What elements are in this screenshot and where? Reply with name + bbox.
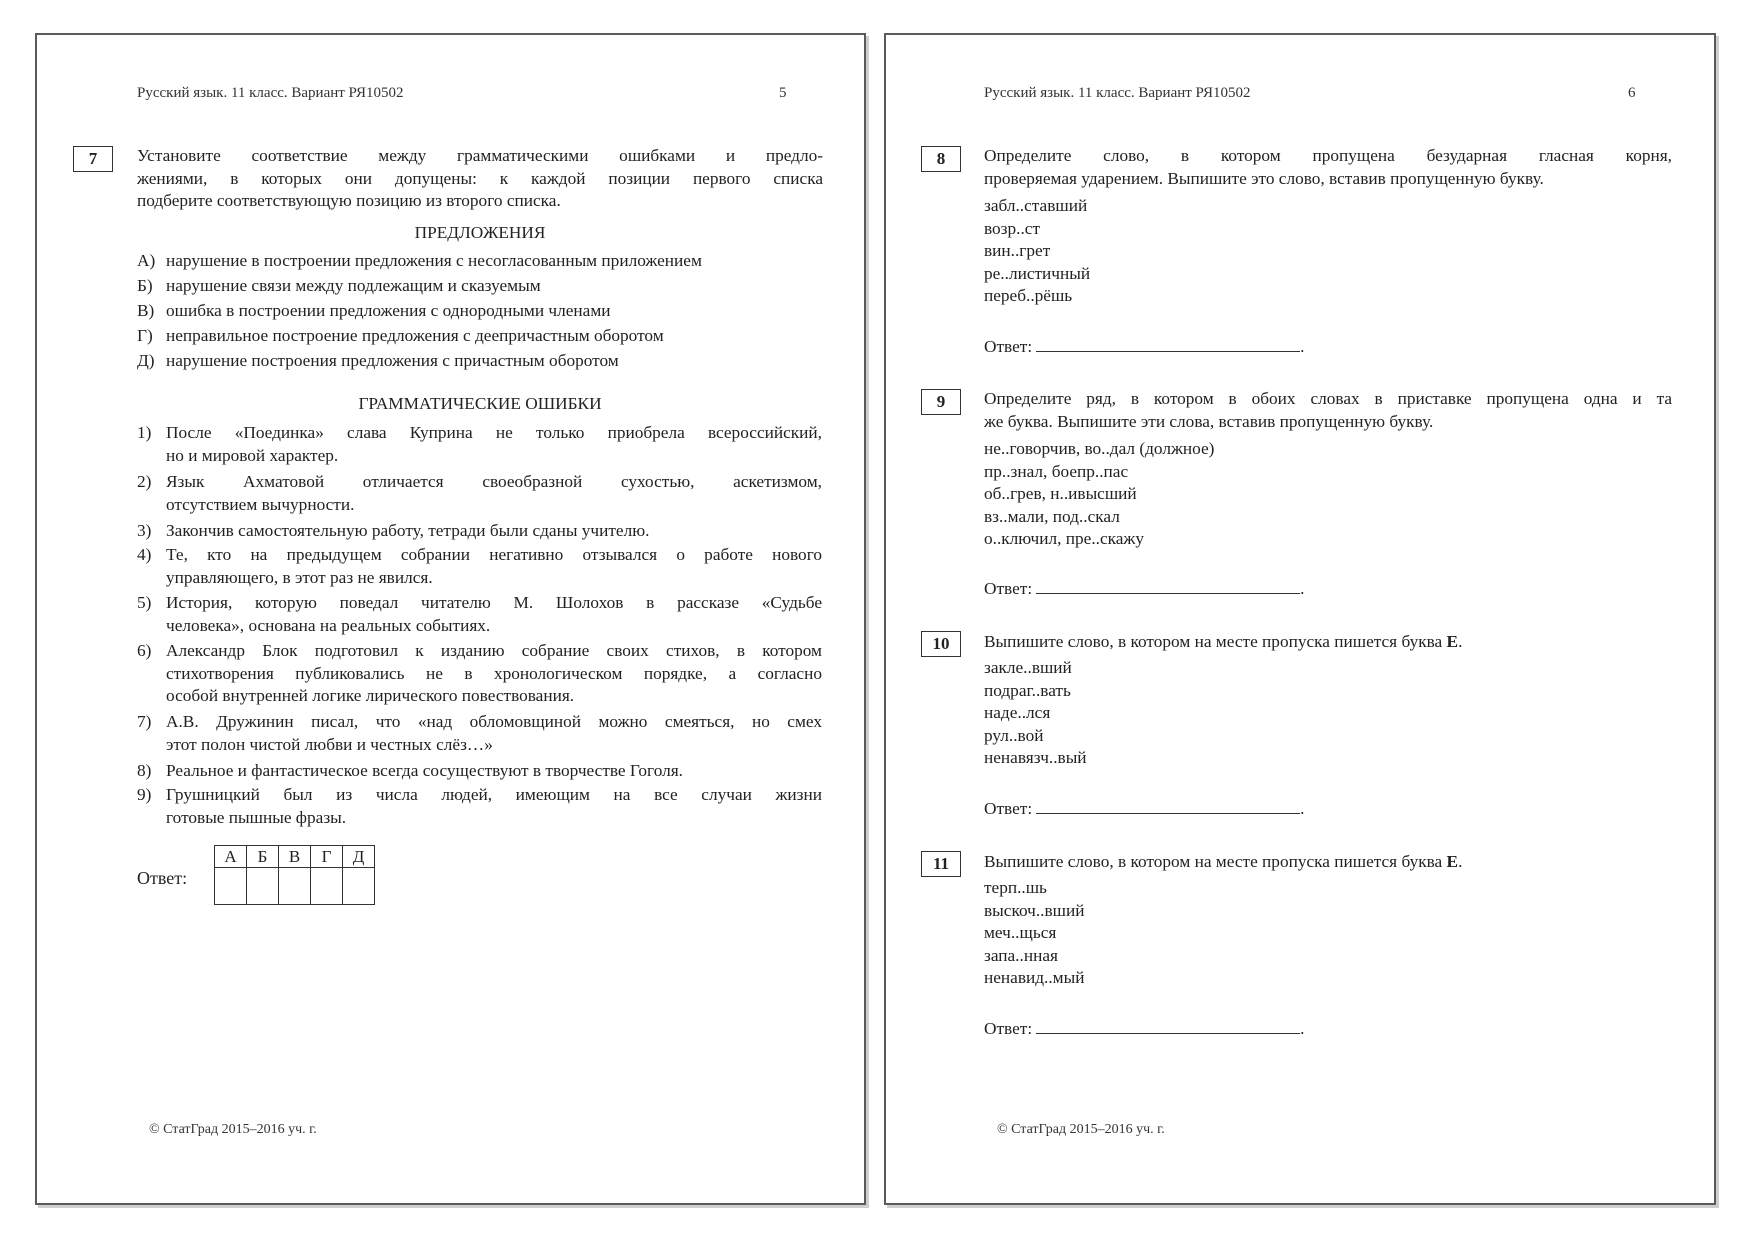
answer-label: Ответ: bbox=[984, 337, 1033, 356]
answer-row bbox=[984, 797, 1304, 819]
option-word: запа..нная bbox=[984, 945, 1058, 965]
option-word: возр..ст bbox=[984, 218, 1041, 238]
item-text bbox=[166, 784, 822, 829]
task-intro bbox=[137, 145, 823, 213]
item-text: нарушение в построении предложения с несогласованным приложением bbox=[166, 251, 702, 270]
option-word: забл..ставший bbox=[984, 196, 1088, 215]
page-left bbox=[35, 33, 866, 1205]
item-label: 1) bbox=[137, 423, 152, 442]
list-item bbox=[137, 592, 823, 638]
option-word: выскоч..вший bbox=[984, 900, 1085, 920]
answer-column-header: Г bbox=[311, 846, 343, 868]
item-text bbox=[166, 471, 822, 516]
list-item bbox=[137, 350, 823, 373]
item-line: готовые пышные фразы. bbox=[166, 807, 347, 827]
answer-cell[interactable] bbox=[311, 868, 343, 905]
option-word: об..грев, н..ивысший bbox=[984, 484, 1137, 503]
item-text bbox=[166, 592, 822, 637]
question-line: проверяемая ударением. Выпишите это слово, вставив пропущенную букву. bbox=[984, 168, 1544, 188]
question-suffix: . bbox=[1458, 632, 1463, 651]
page-number: 5 bbox=[779, 85, 787, 101]
item-label: 5) bbox=[137, 593, 152, 612]
item-line: Те, кто на предыдущем собрании негативно отзывался о работе нового bbox=[166, 545, 822, 564]
item-line: Язык Ахматовой отличается своеобразной сухостью, аскетизмом, bbox=[166, 472, 822, 491]
section-title-errors: ГРАММАТИЧЕСКИЕ ОШИБКИ bbox=[358, 394, 602, 413]
item-label: 8) bbox=[137, 761, 152, 780]
question-bold-letter: Е bbox=[1446, 852, 1459, 871]
item-label: 3) bbox=[137, 521, 152, 540]
option-word: вин..грет bbox=[984, 241, 1051, 260]
list-item bbox=[137, 711, 823, 757]
list-item bbox=[137, 325, 823, 348]
option-word: терп..шь bbox=[984, 878, 1047, 897]
option-word: о..ключил, пре..скажу bbox=[984, 529, 1145, 548]
answer-column-header: Б bbox=[247, 846, 279, 868]
answer-input-line[interactable] bbox=[1036, 797, 1300, 814]
answer-column-header: В bbox=[279, 846, 311, 868]
list-item bbox=[137, 760, 823, 783]
task-question bbox=[984, 851, 1672, 874]
option-list bbox=[984, 877, 1084, 990]
item-label: В) bbox=[137, 301, 155, 320]
item-text: неправильное построение предложения с деепричастным оборотом bbox=[166, 326, 664, 345]
list-item bbox=[137, 250, 823, 273]
intro-line: жениями, в которых они допущены: к каждой позиции первого списка bbox=[137, 168, 823, 188]
answer-cell[interactable] bbox=[279, 868, 311, 905]
page-footer: © СтатГрад 2015–2016 уч. г. bbox=[997, 1122, 1165, 1137]
answer-column-header: Д bbox=[343, 846, 375, 868]
list-item bbox=[137, 422, 823, 468]
item-line: отсутствием вычурности. bbox=[166, 494, 355, 514]
task-number-box: 8 bbox=[921, 146, 961, 172]
option-word: наде..лся bbox=[984, 703, 1051, 722]
item-line: А.В. Дружинин писал, что «над обломовщиной можно смеяться, но смех bbox=[166, 712, 822, 731]
item-label: Б) bbox=[137, 276, 153, 295]
question-line: Определите слово, в котором пропущена безударная гласная корня, bbox=[984, 146, 1672, 165]
list-item bbox=[137, 520, 823, 543]
question-text: Выпишите слово, в котором на месте пропуска пишется буква bbox=[984, 852, 1447, 871]
page-right bbox=[884, 33, 1716, 1205]
item-label: А) bbox=[137, 251, 156, 270]
task-number-box: 7 bbox=[73, 146, 113, 172]
task-number-box: 9 bbox=[921, 389, 961, 415]
item-label: Г) bbox=[137, 326, 153, 345]
item-label: 6) bbox=[137, 641, 152, 660]
option-list bbox=[984, 438, 1214, 551]
answer-label: Ответ: bbox=[984, 579, 1033, 598]
item-text bbox=[166, 520, 822, 543]
option-word: переб..рёшь bbox=[984, 286, 1073, 305]
question-text: Выпишите слово, в котором на месте пропуска пишется буква bbox=[984, 632, 1447, 651]
item-line: После «Поединка» слава Куприна не только приобрела всероссийский, bbox=[166, 423, 822, 442]
list-item bbox=[137, 784, 823, 830]
item-text bbox=[166, 711, 822, 756]
list-item bbox=[137, 300, 823, 323]
item-line: Реальное и фантастическое всегда сосуществуют в творчестве Гоголя. bbox=[166, 761, 683, 780]
answer-input-line[interactable] bbox=[1036, 577, 1300, 594]
answer-cell[interactable] bbox=[247, 868, 279, 905]
question-line: Определите ряд, в котором в обоих словах в приставке пропущена одна и та bbox=[984, 389, 1672, 408]
answer-row bbox=[984, 335, 1304, 357]
answer-row bbox=[984, 577, 1304, 599]
item-text bbox=[166, 422, 822, 467]
option-word: пр..знал, боепр..пас bbox=[984, 461, 1129, 481]
list-item bbox=[137, 275, 823, 298]
question-suffix: . bbox=[1458, 852, 1463, 871]
item-line: особой внутренней логике лирического повествования. bbox=[166, 686, 575, 705]
question-line: же буква. Выпишите эти слова, вставив пропущенную букву. bbox=[984, 411, 1434, 431]
answer-table[interactable] bbox=[214, 845, 375, 905]
answer-cell[interactable] bbox=[343, 868, 375, 905]
option-word: вз..мали, под..скал bbox=[984, 506, 1120, 526]
option-word: подраг..вать bbox=[984, 680, 1071, 700]
answer-input-line[interactable] bbox=[1036, 335, 1300, 352]
item-line: управляющего, в этот раз не явился. bbox=[166, 567, 433, 587]
option-word: ре..листичный bbox=[984, 263, 1091, 283]
item-line: Закончив самостоятельную работу, тетради были сданы учителю. bbox=[166, 521, 650, 540]
item-text bbox=[166, 544, 822, 589]
page-footer: © СтатГрад 2015–2016 уч. г. bbox=[149, 1122, 317, 1137]
page-number: 6 bbox=[1628, 85, 1636, 101]
option-word: закле..вший bbox=[984, 658, 1072, 677]
answer-label: Ответ: bbox=[984, 799, 1033, 818]
item-line: История, которую поведал читателю М. Шолохов в рассказе «Судьбе bbox=[166, 593, 822, 612]
task-question bbox=[984, 388, 1672, 433]
task-number-box: 10 bbox=[921, 631, 961, 657]
item-text: нарушение связи между подлежащим и сказуемым bbox=[166, 276, 541, 295]
item-label: Д) bbox=[137, 351, 155, 370]
question-bold-letter: Е bbox=[1446, 632, 1459, 651]
item-line: но и мировой характер. bbox=[166, 445, 339, 465]
answer-input-line[interactable] bbox=[1036, 1017, 1300, 1034]
item-line: Александр Блок подготовил к изданию собрание своих стихов, в котором bbox=[166, 641, 822, 660]
option-word: не..говорчив, во..дал (должное) bbox=[984, 439, 1215, 458]
answer-cell[interactable] bbox=[215, 868, 247, 905]
answer-label: Ответ: bbox=[984, 1019, 1033, 1038]
task-question bbox=[984, 145, 1672, 190]
item-line: Грушницкий был из числа людей, имеющим на все случаи жизни bbox=[166, 785, 822, 804]
option-word: ненавид..мый bbox=[984, 968, 1085, 987]
answer-label: Ответ: bbox=[137, 868, 188, 888]
intro-line: подберите соответствующую позицию из второго списка. bbox=[137, 191, 561, 210]
intro-line: Установите соответствие между грамматическими ошибками и предло- bbox=[137, 146, 823, 165]
option-list bbox=[984, 195, 1090, 308]
item-text bbox=[166, 760, 822, 783]
option-list bbox=[984, 657, 1087, 770]
option-word: рул..вой bbox=[984, 725, 1044, 745]
option-word: меч..щься bbox=[984, 923, 1057, 942]
answer-period: . bbox=[1300, 799, 1305, 818]
item-label: 4) bbox=[137, 545, 152, 564]
answer-period: . bbox=[1300, 579, 1305, 598]
item-text: ошибка в построении предложения с однородными членами bbox=[166, 301, 611, 320]
page-header: Русский язык. 11 класс. Вариант РЯ10502 bbox=[137, 85, 404, 101]
item-label: 2) bbox=[137, 472, 152, 491]
list-item bbox=[137, 640, 823, 708]
answer-row bbox=[984, 1017, 1304, 1039]
answer-column-header: А bbox=[215, 846, 247, 868]
answer-period: . bbox=[1300, 1019, 1305, 1038]
answer-period: . bbox=[1300, 337, 1305, 356]
item-line: человека», основана на реальных событиях. bbox=[166, 615, 491, 635]
item-label: 9) bbox=[137, 785, 152, 804]
list-item bbox=[137, 471, 823, 517]
item-text bbox=[166, 640, 822, 708]
item-line: стихотворения публиковались не в хронологическом порядке, а согласно bbox=[166, 663, 822, 683]
option-word: ненавязч..вый bbox=[984, 748, 1087, 767]
item-line: этот полон чистой любви и честных слёз…» bbox=[166, 734, 493, 754]
section-title-sentences: ПРЕДЛОЖЕНИЯ bbox=[414, 223, 546, 242]
task-number-box: 11 bbox=[921, 851, 961, 877]
page-header: Русский язык. 11 класс. Вариант РЯ10502 bbox=[984, 85, 1251, 101]
list-item bbox=[137, 544, 823, 590]
item-text: нарушение построения предложения с причастным оборотом bbox=[166, 351, 619, 370]
item-label: 7) bbox=[137, 712, 152, 731]
task-question bbox=[984, 631, 1672, 654]
